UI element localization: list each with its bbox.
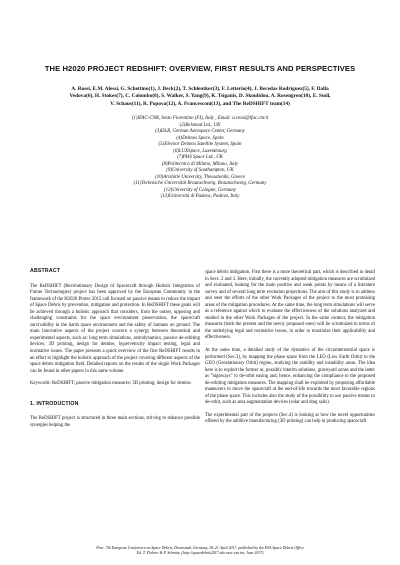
abstract-text: The ReDSHIFT (Revolutionary Design of Spacecraft through Holistic Integration of Future Technologies) project has been approved by the European Community in the framework of the H2020 Protec 2015 call focused on passive means to reduce the impact of Space Debris by prevention, mitigation and protection. In ReDSHIFT these goals will be achieved through a holistic approach that considers, from the outset, opposing and challenging constraints for the space environment preservation, the spacecraft survivability in the harsh space environment and the safety of humans on ground. The main innovative aspects of the project concern a synergy between theoretical and experimental aspects, such as: long term simulations, astrodynamics, passive de-orbiting devices, 3D printing, design for demise, hypervelocity impact testing, legal and normative issues. The paper presents a quick overview of the first ReDSHIFT results in an effort to highlight the holistic approach of the project covering different aspects of the space debris mitigation field. Detailed reports on the results of the single Work Packages can be found in other papers in this same volume. xyxy=(30,283,200,374)
keywords: Keywords: ReDSHIFT; passive mitigation measures; 3D printing; design for demise. xyxy=(30,381,192,387)
affiliation: (6)LUXSpace, Luxembourg xyxy=(173,148,227,154)
introduction-heading: 1. INTRODUCTION xyxy=(30,400,79,407)
body-paragraph: The experimental part of the projects (Sec.4) is looking at how the novel opportunities offered by the additive manufacturing (3D printing) can help in producing spacecraft xyxy=(205,412,375,425)
body-paragraph: At the same time, a detailed study of the dynamics of the circumterrestrial space is performed (Sec.3), by mapping the phase space from the LEO (Low Earth Orbit) to the GEO (Geostationary Orbit) region, studying the stability and instability areas. The idea here is to exploit the former as, possibly interim solutions, graveyard zones and the latter as "highways" to de-orbit easing and, hence, enhancing the compliance to the proposed de-orbiting mitigation measures. The mapping shall be exploited by proposing affordable maneuvers to move the spacecraft at the end-of-life towards the most favorable regions of the phase space. This includes also the study of the possibility to use passive means to de-orbit, such as area augmentation devices (solar and drag sails). xyxy=(205,348,375,406)
affiliation: (3)DLR, German Aerospace Center, Germany xyxy=(155,129,245,134)
affiliation: (12)University of Cologne, Germany xyxy=(164,187,236,193)
conference-footer xyxy=(40,546,360,557)
author-line: Vedova(6), H. Stokes(7), C. Colombo(8), S. Walker, S. Yang(9), K. Tsiganis, D. Skoulidou, A. Rosengren(10), E. Stoll, xyxy=(69,93,331,100)
affiliation: (7)PHS Space Ltd., UK xyxy=(177,155,223,160)
affiliation: (5)Elecnor Deimos Satellite System, Spain xyxy=(158,142,242,147)
affiliation: (10)Aristotle University, Thessaloniki, Greece xyxy=(155,174,245,180)
left-column xyxy=(30,268,200,435)
author-list xyxy=(26,86,374,108)
affiliation: (11)Technische Universität Braunschweig, Braunschweig, Germany xyxy=(133,181,267,186)
footer-line: Ed. T. Flohrer & F. Schmitz, (http://spacedebris2017.sdo.esoc.esa.int, June 2017) xyxy=(136,551,264,556)
introduction-text: The ReDSHIFT project is structured in three main sections, striving to enhance possible synergies helping the xyxy=(30,416,200,428)
affiliation: (2)Belstead Ltd., UK xyxy=(179,122,221,128)
paper-title: THE H2020 PROJECT REDSHIFT: OVERVIEW, FIRST RESULTS AND PERSPECTIVES xyxy=(44,64,356,73)
affiliation: (8)Politecnico di Milano, Milano, Italy xyxy=(161,161,239,167)
affiliation: (1)IFAC-CNR, Sesto Fiorentino (FI), Italy , Email: a.rossi@ifac.cnr.it xyxy=(131,116,269,121)
body-paragraph: space debris mitigation. First there is a more theoretical part, which is described in detail in Secs. 2 and 3. Here, initially, the currently adopted mitigation measures are scrutinized and evaluated, looking for the main positive and weak points by means of a literature survey and of several long term evolution projections. The aim of this study is to address and steer the efforts of the other Work Packages of the project to the most promising areas of the mitigation procedures. At the same time, the long term simulations will serve as a reference against which to evaluate the effectiveness of the solutions analyzed and studied in the other Work Packages of the project. In the same context, the mitigation measures (both the present and the newly proposed ones) will be scrutinized in terms of the underlying legal and normative issues, in order to maximize their applicability and effectiveness. xyxy=(205,270,375,341)
affiliation: (9)University of Southampton, UK xyxy=(166,168,234,173)
right-column xyxy=(205,270,375,432)
affiliation: (4)Deimos Space, Spain xyxy=(176,135,224,141)
footer-line: Proc. 7th European Conference on Space Debris, Darmstadt, Germany, 18–21 April 2017, published by the ESA Space Debris Office xyxy=(96,546,304,550)
abstract-heading: ABSTRACT xyxy=(30,268,61,274)
affiliation: (13)Università di Padova, Padova, Italy xyxy=(160,194,240,199)
affiliation-list xyxy=(60,116,340,201)
author-line: A. Rossi, E.M. Alessi, G. Schettino(1), J. Beck(2), T. Schleutker(3), F. Letterio(4), J. Becedas Rodríguez(5), F. Dalla xyxy=(71,86,329,92)
author-line: V. Schaus(11), R. Popova(12), A. Francesconi(13), and The ReDSHIFT team(14) xyxy=(110,100,290,107)
